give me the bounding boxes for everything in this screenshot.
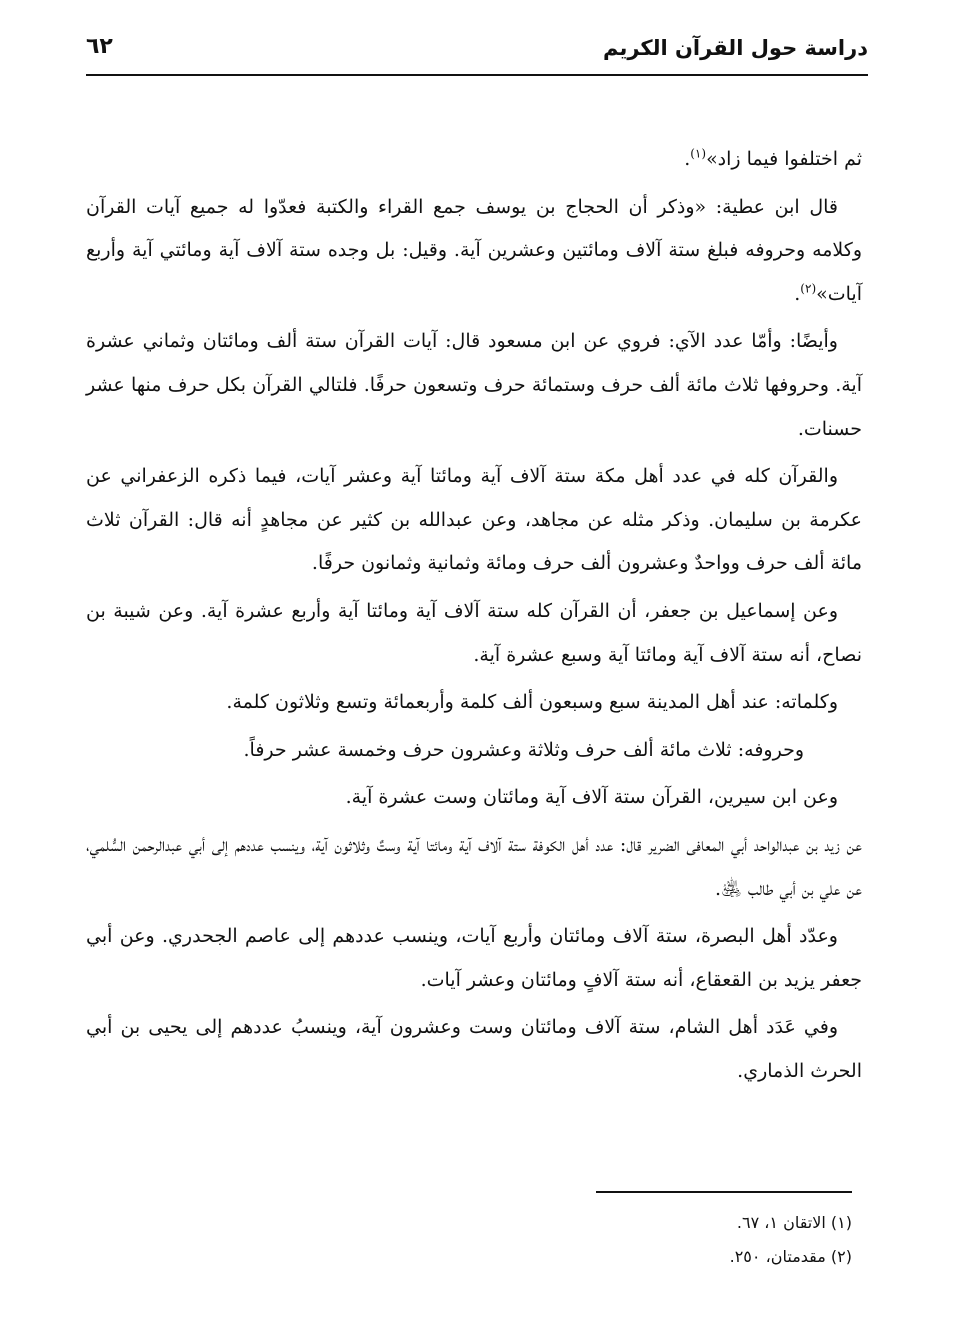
paragraph — [86, 186, 862, 317]
footnotes — [252, 1206, 852, 1274]
paragraph-tail: . — [794, 282, 801, 305]
footnote-ref: (١) — [690, 146, 707, 161]
paragraph: وعن إسماعيل بن جعفر، أن القرآن كله ستة آلاف آية ومائتا آية وأربع عشرة آية. وعن شيبة بن نصاح، أنه ستة آلاف آية ومائتا آية وسبع عشرة آية. — [86, 599, 862, 666]
footnote-item: (١) الاتقان ١، ٦٧. — [736, 1213, 852, 1232]
footnote-item: (٢) مقدمتان، ٢٥٠. — [729, 1247, 852, 1266]
footnote-ref: (٢) — [800, 281, 817, 296]
paragraph: وعدّد أهل البصرة، ستة آلاف ومائتان وأربع آيات، وينسب عددهم إلى عاصم الجحدري. وعن أبي جعفر يزيد بن القعقاع، أنه ستة آلافٍ ومائتان وعشر آيات. — [86, 925, 862, 991]
paragraph: وأيضًا: وأمّا عدد الآي: فروي عن ابن مسعود قال: آيات القرآن ستة ألف ومائتان وثماني عشرة آية. وحروفها ثلاث مائة ألف حرف وستمائة حرف وتسعون حرفًا. فلتالي القرآن بكل حرف منها عشر حسنات. — [86, 330, 862, 440]
running-header — [86, 30, 868, 72]
body-text — [86, 138, 862, 1097]
header-rule — [86, 74, 868, 76]
running-title: دراسة حول القرآن الكريم — [602, 36, 868, 60]
paragraph-text: ثم اختلفوا فيما زاد» — [706, 148, 862, 170]
paragraph: وحروفه: ثلاث مائة ألف حرف وثلاثة وعشرون حرف وخمسة عشر حرفاً. — [243, 738, 804, 761]
paragraph — [86, 138, 862, 182]
footnote-rule — [596, 1191, 852, 1193]
paragraph: والقرآن كله في عدد أهل مكة ستة آلاف آية ومائتا آية وعشر آيات، فيما ذكره الزعفراني عن عكرمة بن سليمان. وذكر مثله عن مجاهد، وعن عبدالله بن كثير عن مجاهدٍ أنه قال: القرآن ثلاث مائة ألف حرف وواحدٌ وعشرون ألف حرف ومائة وثمانية وثمانون حرفًا. — [86, 465, 862, 575]
paragraph: عن زيد بن عبدالواحد أبي المعافى الضرير قال: عدد أهل الكوفة ستة آلاف آية ومائتا آية وستٌ وثلاثون آية، وينسب عددهم إلى أبي عبدالرحمن السُّلمي، عن علي بن أبي طالب ﵁. — [86, 833, 862, 900]
page-number: ٦٢ — [86, 34, 113, 59]
paragraph: وفي عَدَد أهل الشام، ستة آلاف ومائتان وست وعشرون آية، وينسبُ عددهم إلى يحيى بن أبي الحرث الذماري. — [86, 1016, 862, 1082]
paragraph: وكلماته: عند أهل المدينة سبع وسبعون ألف كلمة وأربعمائة وتسع وثلاثون كلمة. — [226, 691, 838, 714]
paragraph-text: قال ابن عطية: «وذكر أن الحجاج بن يوسف جمع القراء والكتبة فعدّوا له جميع آيات القرآن وكلامه وحروفه فبلغ ستة آلاف ومائتين وعشرين آية. وقيل: بل وجده ستة آلاف آية ومائتي آية وأربع آيات» — [86, 195, 862, 305]
paragraph-tail: . — [684, 148, 691, 170]
paragraph: وعن ابن سيرين، القرآن ستة آلاف آية ومائتان وست عشرة آية. — [345, 786, 838, 809]
